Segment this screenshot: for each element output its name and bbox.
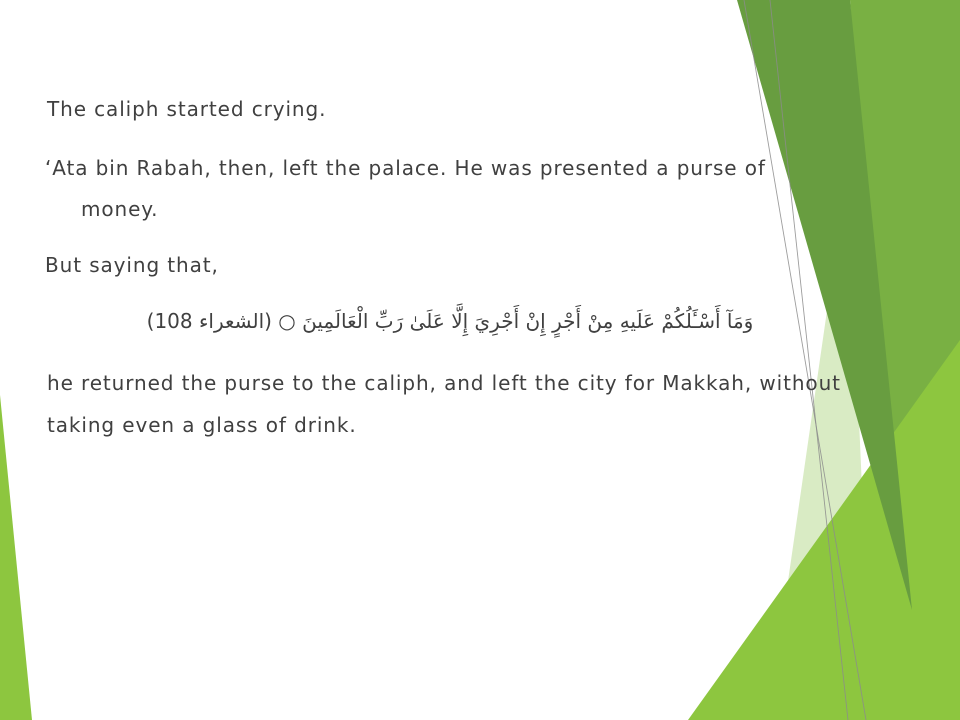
- text-line-returned-purse: he returned the purse to the caliph, and left the city for Makkah, without: [47, 371, 841, 395]
- quran-verse-text: وَمَآ أَسْـَٔلُكُمْ عَلَيهِ مِنْ أَجْرٍ إِنْ أَجْرِيَ إِلَّا عَلَىٰ رَبِّ الْعَالَمِينَ ○ (الشعراء 108): [146, 309, 754, 333]
- bottom-left-lime-triangle: [0, 395, 32, 720]
- text-line-glass-of-drink: taking even a glass of drink.: [47, 413, 357, 437]
- text-line-caliph-crying: The caliph started crying.: [47, 97, 327, 121]
- text-line-but-saying: But saying that,: [45, 253, 219, 277]
- text-line-money: money.: [81, 197, 159, 221]
- text-line-ata-left-palace: ‘Ata bin Rabah, then, left the palace. He was presented a purse of: [45, 156, 766, 180]
